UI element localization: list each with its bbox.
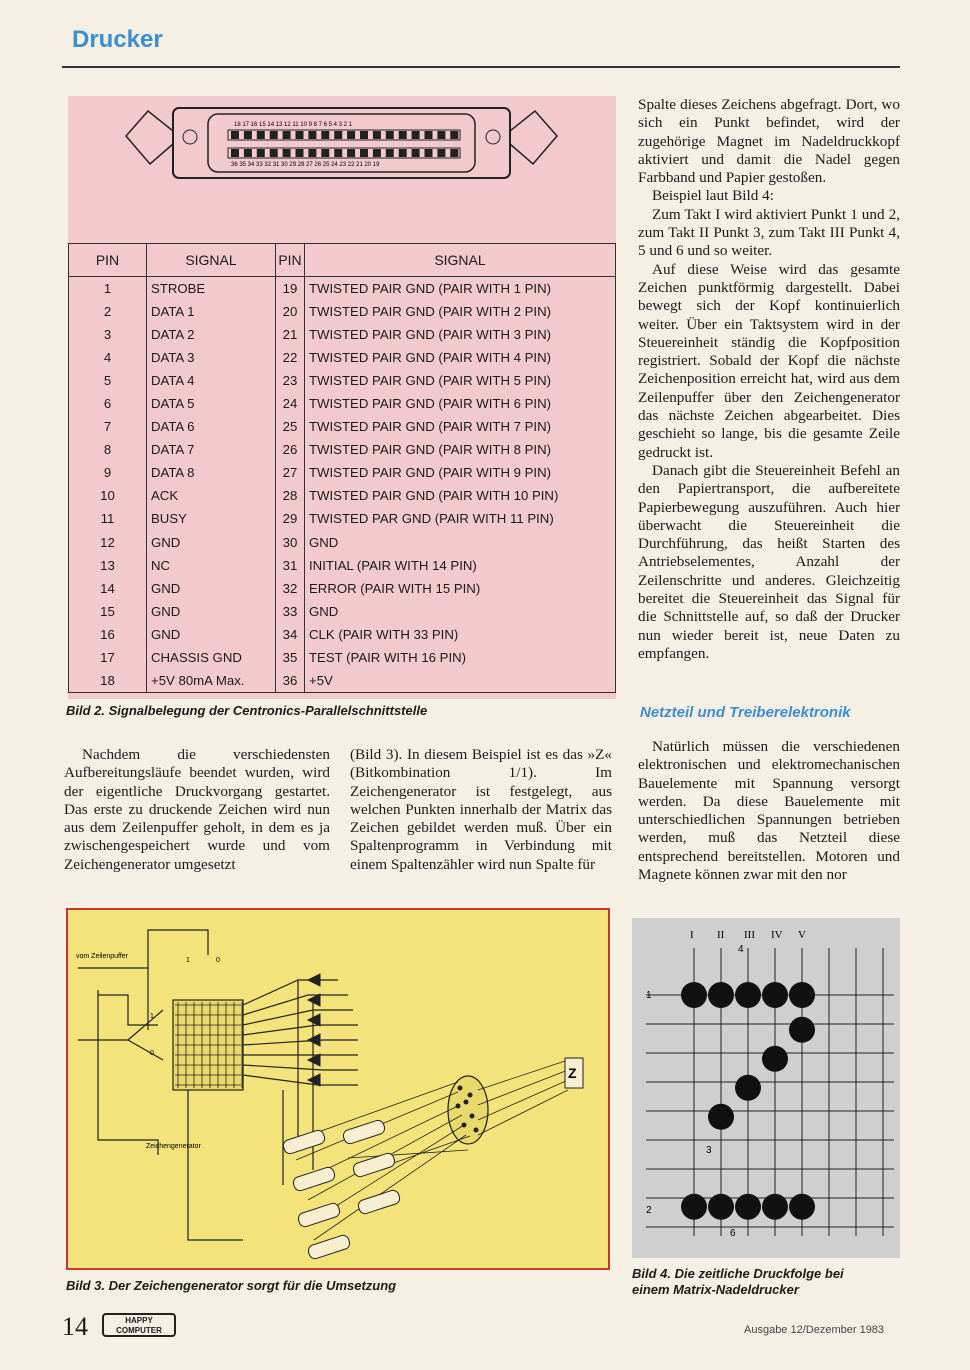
paragraph: Beispiel laut Bild 4: <box>652 187 774 205</box>
signal-name-cell: TWISTED PAIR GND (PAIR WITH 6 PIN) <box>305 392 616 415</box>
col-header-pin: PIN <box>276 244 305 277</box>
signal-name-cell: TWISTED PAIR GND (PAIR WITH 10 PIN) <box>305 484 616 507</box>
matrix-dot <box>735 982 761 1008</box>
signal-name-cell: DATA 5 <box>147 392 276 415</box>
signal-name-cell: GND <box>147 623 276 646</box>
table-row <box>69 623 616 646</box>
figure-3-character-generator <box>66 908 610 1270</box>
pin-number-cell: 1 <box>69 277 147 301</box>
table-row <box>69 669 616 693</box>
table-row <box>69 507 616 530</box>
signal-name-cell: DATA 3 <box>147 346 276 369</box>
signal-name-cell: DATA 1 <box>147 300 276 323</box>
pin-number-cell: 27 <box>276 461 305 484</box>
character-generator-diagram <box>68 910 608 1268</box>
signal-name-cell: DATA 8 <box>147 461 276 484</box>
pin-number-cell: 35 <box>276 646 305 669</box>
signal-name-cell: TWISTED PAIR GND (PAIR WITH 8 PIN) <box>305 438 616 461</box>
caption-bild-2: Bild 2. Signalbelegung der Centronics-Parallelschnittstelle <box>66 703 428 718</box>
pin-number-cell: 17 <box>69 646 147 669</box>
svg-text:Z: Z <box>568 1065 577 1081</box>
label-vom-zeilenpuffer: vom Zeilenpuffer <box>76 953 129 960</box>
signal-name-cell: TEST (PAIR WITH 16 PIN) <box>305 646 616 669</box>
pin-number-cell: 4 <box>69 346 147 369</box>
table-row <box>69 277 616 301</box>
signal-name-cell: +5V 80mA Max. <box>147 669 276 693</box>
pin-number-cell: 11 <box>69 507 147 530</box>
pin-number-cell: 32 <box>276 577 305 600</box>
signal-name-cell: ACK <box>147 484 276 507</box>
label-bit: 1 <box>150 1013 154 1020</box>
matrix-dot <box>735 1075 761 1101</box>
signal-name-cell: TWISTED PAR GND (PAIR WITH 11 PIN) <box>305 507 616 530</box>
signal-name-cell: CLK (PAIR WITH 33 PIN) <box>305 623 616 646</box>
pin-number-cell: 31 <box>276 554 305 577</box>
signal-name-cell: INITIAL (PAIR WITH 14 PIN) <box>305 554 616 577</box>
caption-bild-3: Bild 3. Der Zeichengenerator sorgt für die Umsetzung <box>66 1278 397 1293</box>
pin-number-cell: 9 <box>69 461 147 484</box>
point-label: 2 <box>646 1205 652 1216</box>
pin-number-cell: 19 <box>276 277 305 301</box>
table-row <box>69 531 616 554</box>
connector-bottom-pin-numbers: 36 35 34 33 32 31 30 29 28 27 26 25 24 23 22 21 20 19 <box>231 162 380 168</box>
signal-name-cell: TWISTED PAIR GND (PAIR WITH 3 PIN) <box>305 323 616 346</box>
paragraph: Spalte dieses Zeichens abgefragt. Dort, wo sich ein Punkt befindet, wird der zugehörige Magnet im Nadeldruckkopf aktiviert und damit die Nadel gegen Farbband und Papier gestoßen. <box>638 96 900 187</box>
body-text-middle-column: (Bild 3). In diesem Beispiel ist es das »Z« (Bitkombination 1/1). Im Zeichengenerator ist festgelegt, aus welchen Punkten innerhalb der Matrix das Zeichen gebildet werden muß. Über ein Spaltenprogramm in Verbindung mit einem Spaltenzähler wird nun Spalte für <box>350 746 612 873</box>
signal-name-cell: GND <box>147 531 276 554</box>
table-row <box>69 600 616 623</box>
pin-number-cell: 18 <box>69 669 147 693</box>
pin-number-cell: 34 <box>276 623 305 646</box>
connector-top-pin-numbers: 18 17 16 15 14 13 12 11 10 9 8 7 6 5 4 3 2 1 <box>234 122 352 128</box>
signal-name-cell: DATA 7 <box>147 438 276 461</box>
signal-name-cell: STROBE <box>147 277 276 301</box>
pin-number-cell: 15 <box>69 600 147 623</box>
table-row <box>69 577 616 600</box>
signal-name-cell: CHASSIS GND <box>147 646 276 669</box>
pin-number-cell: 25 <box>276 415 305 438</box>
matrix-dot <box>789 982 815 1008</box>
pin-number-cell: 3 <box>69 323 147 346</box>
subheading: Netzteil und Treiberelektronik <box>640 704 851 721</box>
pin-number-cell: 28 <box>276 484 305 507</box>
pin-number-cell: 29 <box>276 507 305 530</box>
col-header-signal: SIGNAL <box>147 244 276 277</box>
signal-name-cell: TWISTED PAIR GND (PAIR WITH 7 PIN) <box>305 415 616 438</box>
table-row <box>69 392 616 415</box>
table-row <box>69 415 616 438</box>
pin-number-cell: 24 <box>276 392 305 415</box>
signal-name-cell: +5V <box>305 669 616 693</box>
matrix-dot <box>789 1194 815 1220</box>
pin-number-cell: 5 <box>69 369 147 392</box>
signal-name-cell: TWISTED PAIR GND (PAIR WITH 4 PIN) <box>305 346 616 369</box>
signal-name-cell: GND <box>147 600 276 623</box>
caption-bild-4-line-2: einem Matrix-Nadeldrucker <box>632 1282 799 1297</box>
pin-number-cell: 2 <box>69 300 147 323</box>
pin-number-cell: 6 <box>69 392 147 415</box>
pin-number-cell: 7 <box>69 415 147 438</box>
matrix-dot <box>681 982 707 1008</box>
signal-name-cell: GND <box>147 577 276 600</box>
body-text-right-column-2: Natürlich müssen die verschiedenen elektronischen und elektromechanischen Bauelemente mit Spannung versorgt werden. Da diese Bauelemente mit unterschiedlichen Spannungen betrieben werden, muß das Netzteil diese entsprechend bereitstellen. Motoren und Magnete können zwar mit den nor <box>638 738 900 884</box>
issue-info: Ausgabe 12/Dezember 1983 <box>744 1324 885 1336</box>
centronics-connector-drawing <box>68 96 616 241</box>
body-text-left-column: Nachdem die verschiedensten Aufbereitungsläufe beendet wurden, wird der eigentliche Druckvorgang gestartet. Das erste zu druckende Zeichen wird nun aus dem Zeilenpuffer geholt, in dem es ja zwischengespeichert wurde und vom Zeichengenerator umgesetzt <box>64 746 330 873</box>
table-row <box>69 461 616 484</box>
paragraph: Danach gibt die Steuereinheit Befehl an den Papiertransport, die aufbereitete Papierbewegung auszuführen. Auch hier überwacht die Steuereinheit die Durchführung, das heißt Starten des Antriebselementes, Anzahl der Zeilenschritte und anderes. Gleichzeitig bereitet die Steuereinheit das Signal für die Schnittstelle auf, so daß der Drucker nun wieder bereit ist, neue Daten zu empfangen. <box>638 461 900 662</box>
pin-number-cell: 10 <box>69 484 147 507</box>
point-label: 3 <box>706 1145 712 1156</box>
signal-name-cell: DATA 6 <box>147 415 276 438</box>
logo-line-1: HAPPY <box>125 1316 153 1325</box>
table-row <box>69 484 616 507</box>
figure-4-print-sequence <box>632 918 900 1258</box>
matrix-dot <box>762 1046 788 1072</box>
pin-number-cell: 14 <box>69 577 147 600</box>
pin-number-cell: 16 <box>69 623 147 646</box>
table-row <box>69 300 616 323</box>
column-label: V <box>798 929 806 941</box>
page-number: 14 <box>62 1312 88 1341</box>
header-rule <box>62 66 900 68</box>
col-header-pin: PIN <box>69 244 147 277</box>
pin-number-cell: 36 <box>276 669 305 693</box>
logo-line-2: COMPUTER <box>116 1326 162 1335</box>
signal-name-cell: TWISTED PAIR GND (PAIR WITH 1 PIN) <box>305 277 616 301</box>
pin-number-cell: 21 <box>276 323 305 346</box>
body-text-right-column <box>638 96 900 663</box>
signal-name-cell: DATA 2 <box>147 323 276 346</box>
matrix-dot <box>789 1017 815 1043</box>
table-row <box>69 346 616 369</box>
matrix-dot <box>708 1194 734 1220</box>
happy-computer-logo <box>102 1313 176 1337</box>
label-bit: 0 <box>216 957 220 964</box>
pin-number-cell: 30 <box>276 531 305 554</box>
column-label: II <box>717 929 725 941</box>
column-label: III <box>744 929 755 941</box>
matrix-dot <box>762 1194 788 1220</box>
table-row <box>69 369 616 392</box>
column-label: I <box>690 929 694 941</box>
pin-number-cell: 26 <box>276 438 305 461</box>
table-row <box>69 554 616 577</box>
pin-number-cell: 13 <box>69 554 147 577</box>
signal-name-cell: ERROR (PAIR WITH 15 PIN) <box>305 577 616 600</box>
pin-number-cell: 20 <box>276 300 305 323</box>
matrix-dot <box>681 1194 707 1220</box>
signal-name-cell: TWISTED PAIR GND (PAIR WITH 9 PIN) <box>305 461 616 484</box>
point-label: 5 <box>726 1108 732 1119</box>
label-zeichengenerator: Zeichengenerator <box>146 1143 201 1150</box>
signal-name-cell: GND <box>305 600 616 623</box>
dot-matrix-diagram <box>632 918 900 1258</box>
table-row <box>69 323 616 346</box>
label-bit: 1 <box>186 957 190 964</box>
pin-number-cell: 33 <box>276 600 305 623</box>
paragraph: Zum Takt I wird aktiviert Punkt 1 und 2, zum Takt II Punkt 3, zum Takt III Punkt 4, 5 und 6 und so weiter. <box>638 205 900 260</box>
label-bit: 0 <box>150 1050 154 1057</box>
signal-name-cell: TWISTED PAIR GND (PAIR WITH 5 PIN) <box>305 369 616 392</box>
column-label: IV <box>771 929 783 941</box>
pin-number-cell: 12 <box>69 531 147 554</box>
matrix-dot <box>708 982 734 1008</box>
point-label: 1 <box>646 990 652 1001</box>
table-row <box>69 646 616 669</box>
signal-name-cell: NC <box>147 554 276 577</box>
pin-number-cell: 8 <box>69 438 147 461</box>
point-label: 4 <box>738 944 744 955</box>
signal-name-cell: TWISTED PAIR GND (PAIR WITH 2 PIN) <box>305 300 616 323</box>
signal-name-cell: GND <box>305 531 616 554</box>
matrix-dot <box>762 982 788 1008</box>
section-title: Drucker <box>72 26 163 53</box>
pin-number-cell: 22 <box>276 346 305 369</box>
point-label: 6 <box>730 1228 736 1239</box>
pin-assignment-table <box>68 243 616 693</box>
pin-number-cell: 23 <box>276 369 305 392</box>
matrix-dot <box>735 1194 761 1220</box>
caption-bild-4-line-1: Bild 4. Die zeitliche Druckfolge bei <box>632 1266 844 1281</box>
col-header-signal: SIGNAL <box>305 244 616 277</box>
paragraph: Auf diese Weise wird das gesamte Zeichen punktförmig dargestellt. Dabei bewegt sich der Kopf kontinuierlich weiter. Über ein Taktsystem wird in der Steuereinheit ständig die Kopfposition registriert. Sobald der Kopf die nächste Zeichenposition erreicht hat, wird aus dem Zeilenpuffer über den Zeichengenerator das nächste Zeichen abgearbeitet. Dies geschieht so lange, bis die gesamte Zeile gedruckt ist. <box>638 260 900 461</box>
table-row <box>69 438 616 461</box>
signal-name-cell: BUSY <box>147 507 276 530</box>
signal-name-cell: DATA 4 <box>147 369 276 392</box>
